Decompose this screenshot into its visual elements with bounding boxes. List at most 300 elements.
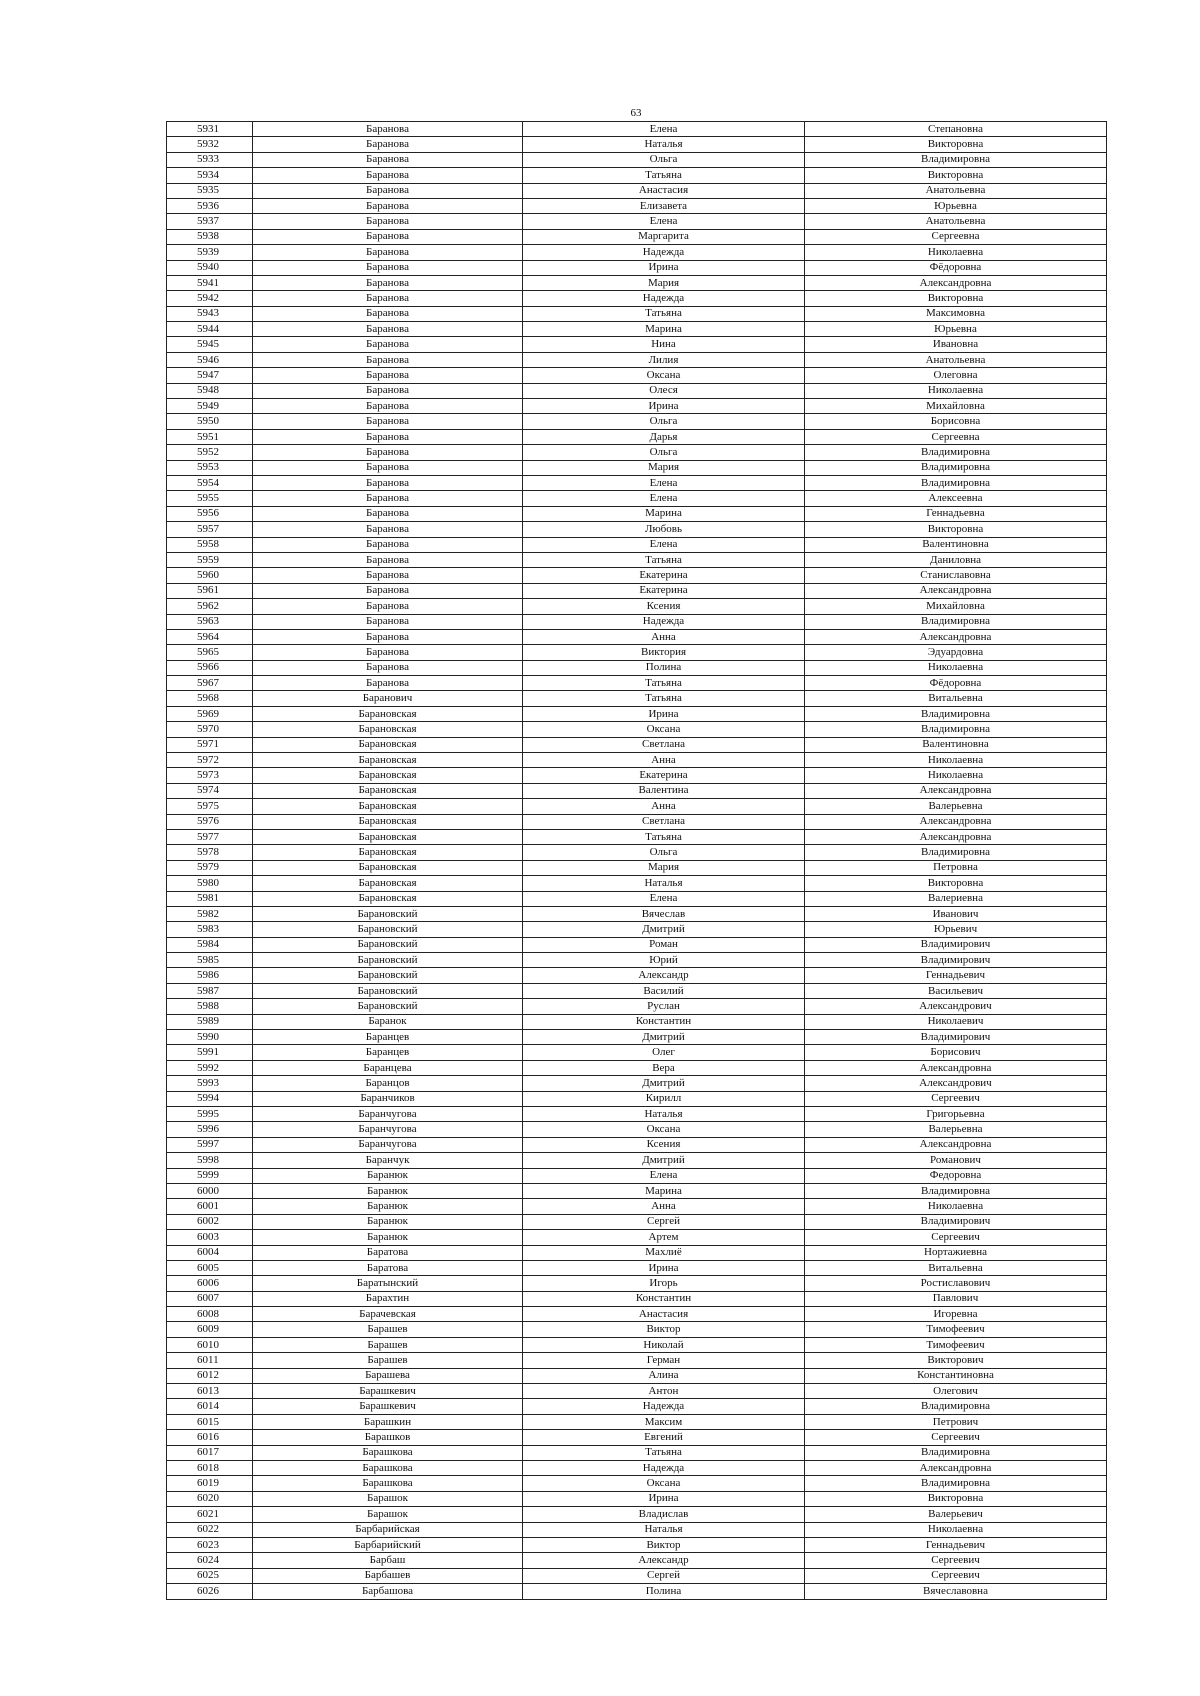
- cell-patronymic: Владимировна: [805, 1399, 1107, 1414]
- cell-surname: Барачевская: [253, 1307, 523, 1322]
- table-row: [167, 214, 1107, 229]
- table-row: [167, 706, 1107, 721]
- cell-patronymic: Викторовна: [805, 168, 1107, 183]
- cell-patronymic: Викторовна: [805, 137, 1107, 152]
- table-row: [167, 1368, 1107, 1383]
- cell-first-name: Марина: [523, 506, 805, 521]
- cell-row-number: 5998: [167, 1153, 253, 1168]
- cell-surname: Барановская: [253, 860, 523, 875]
- cell-patronymic: Александровна: [805, 1137, 1107, 1152]
- cell-first-name: Мария: [523, 860, 805, 875]
- cell-row-number: 5984: [167, 937, 253, 952]
- table-row: [167, 645, 1107, 660]
- cell-surname: Баранова: [253, 599, 523, 614]
- cell-first-name: Екатерина: [523, 583, 805, 598]
- cell-patronymic: Сергеевич: [805, 1568, 1107, 1583]
- cell-row-number: 5986: [167, 968, 253, 983]
- cell-row-number: 6015: [167, 1414, 253, 1429]
- cell-row-number: 6014: [167, 1399, 253, 1414]
- cell-patronymic: Николаевна: [805, 768, 1107, 783]
- cell-first-name: Герман: [523, 1353, 805, 1368]
- cell-patronymic: Николаевна: [805, 753, 1107, 768]
- table-row: [167, 399, 1107, 414]
- cell-patronymic: Александровна: [805, 1460, 1107, 1475]
- table-row: [167, 891, 1107, 906]
- cell-surname: Баранова: [253, 122, 523, 137]
- cell-first-name: Виктория: [523, 645, 805, 660]
- cell-first-name: Татьяна: [523, 552, 805, 567]
- cell-row-number: 5939: [167, 245, 253, 260]
- cell-row-number: 5987: [167, 983, 253, 998]
- table-row: [167, 1091, 1107, 1106]
- cell-row-number: 5968: [167, 691, 253, 706]
- cell-row-number: 5940: [167, 260, 253, 275]
- cell-surname: Баранова: [253, 137, 523, 152]
- cell-surname: Баранова: [253, 552, 523, 567]
- cell-first-name: Вера: [523, 1060, 805, 1075]
- table-row: [167, 599, 1107, 614]
- cell-first-name: Оксана: [523, 1122, 805, 1137]
- table-row: [167, 1584, 1107, 1599]
- cell-patronymic: Валентиновна: [805, 537, 1107, 552]
- cell-surname: Баранова: [253, 475, 523, 490]
- cell-patronymic: Эдуардовна: [805, 645, 1107, 660]
- cell-first-name: Мария: [523, 275, 805, 290]
- cell-patronymic: Ростиславович: [805, 1276, 1107, 1291]
- table-row: [167, 368, 1107, 383]
- cell-first-name: Светлана: [523, 814, 805, 829]
- cell-row-number: 6010: [167, 1337, 253, 1352]
- cell-first-name: Полина: [523, 1584, 805, 1599]
- cell-first-name: Лилия: [523, 352, 805, 367]
- cell-surname: Баранова: [253, 568, 523, 583]
- cell-surname: Барановская: [253, 722, 523, 737]
- cell-patronymic: Владимировна: [805, 445, 1107, 460]
- cell-first-name: Олеся: [523, 383, 805, 398]
- cell-row-number: 6026: [167, 1584, 253, 1599]
- table-row: [167, 1045, 1107, 1060]
- cell-patronymic: Фёдоровна: [805, 676, 1107, 691]
- table-row: [167, 229, 1107, 244]
- cell-first-name: Елена: [523, 214, 805, 229]
- cell-surname: Барашев: [253, 1353, 523, 1368]
- cell-row-number: 6008: [167, 1307, 253, 1322]
- table-row: [167, 783, 1107, 798]
- table-row: [167, 876, 1107, 891]
- cell-patronymic: Романович: [805, 1153, 1107, 1168]
- cell-surname: Баранова: [253, 522, 523, 537]
- table-row: [167, 522, 1107, 537]
- cell-row-number: 5977: [167, 829, 253, 844]
- table-row: [167, 676, 1107, 691]
- cell-row-number: 5996: [167, 1122, 253, 1137]
- table-row: [167, 829, 1107, 844]
- table-row: [167, 906, 1107, 921]
- cell-surname: Барановская: [253, 814, 523, 829]
- cell-row-number: 6009: [167, 1322, 253, 1337]
- cell-row-number: 5955: [167, 491, 253, 506]
- cell-patronymic: Ивановна: [805, 337, 1107, 352]
- cell-first-name: Дмитрий: [523, 1030, 805, 1045]
- cell-first-name: Максим: [523, 1414, 805, 1429]
- cell-row-number: 6007: [167, 1291, 253, 1306]
- cell-first-name: Дмитрий: [523, 922, 805, 937]
- cell-patronymic: Александровна: [805, 629, 1107, 644]
- cell-first-name: Елизавета: [523, 198, 805, 213]
- cell-row-number: 6019: [167, 1476, 253, 1491]
- cell-patronymic: Викторович: [805, 1353, 1107, 1368]
- cell-surname: Баранцев: [253, 1045, 523, 1060]
- cell-surname: Баранова: [253, 583, 523, 598]
- cell-first-name: Елена: [523, 491, 805, 506]
- table-row: [167, 291, 1107, 306]
- cell-surname: Баранова: [253, 399, 523, 414]
- table-row: [167, 691, 1107, 706]
- cell-patronymic: Александровна: [805, 814, 1107, 829]
- table-row: [167, 583, 1107, 598]
- cell-row-number: 5949: [167, 399, 253, 414]
- cell-surname: Баранюк: [253, 1168, 523, 1183]
- table-row: [167, 1414, 1107, 1429]
- cell-patronymic: Станиславовна: [805, 568, 1107, 583]
- cell-first-name: Марина: [523, 322, 805, 337]
- table-row: [167, 660, 1107, 675]
- cell-row-number: 5938: [167, 229, 253, 244]
- cell-first-name: Ольга: [523, 152, 805, 167]
- cell-patronymic: Геннадьевна: [805, 506, 1107, 521]
- cell-patronymic: Владимирович: [805, 1030, 1107, 1045]
- table-row: [167, 568, 1107, 583]
- table-row: [167, 999, 1107, 1014]
- cell-row-number: 5954: [167, 475, 253, 490]
- cell-first-name: Вячеслав: [523, 906, 805, 921]
- cell-patronymic: Олеговна: [805, 368, 1107, 383]
- cell-patronymic: Даниловна: [805, 552, 1107, 567]
- cell-row-number: 5964: [167, 629, 253, 644]
- table-row: [167, 137, 1107, 152]
- cell-surname: Барашкова: [253, 1460, 523, 1475]
- cell-first-name: Валентина: [523, 783, 805, 798]
- cell-patronymic: Сергеевна: [805, 229, 1107, 244]
- cell-patronymic: Владимирович: [805, 1214, 1107, 1229]
- cell-row-number: 5948: [167, 383, 253, 398]
- table-row: [167, 506, 1107, 521]
- cell-row-number: 5965: [167, 645, 253, 660]
- cell-first-name: Мария: [523, 460, 805, 475]
- cell-first-name: Надежда: [523, 614, 805, 629]
- table-row: [167, 429, 1107, 444]
- table-row: [167, 614, 1107, 629]
- cell-first-name: Анна: [523, 629, 805, 644]
- cell-surname: Баранова: [253, 183, 523, 198]
- cell-row-number: 5952: [167, 445, 253, 460]
- cell-surname: Барановская: [253, 891, 523, 906]
- cell-row-number: 6021: [167, 1507, 253, 1522]
- cell-first-name: Евгений: [523, 1430, 805, 1445]
- table-row: [167, 1537, 1107, 1552]
- cell-patronymic: Нортажиевна: [805, 1245, 1107, 1260]
- cell-surname: Барашкова: [253, 1445, 523, 1460]
- cell-patronymic: Валерьевна: [805, 1122, 1107, 1137]
- cell-patronymic: Владимировна: [805, 1445, 1107, 1460]
- cell-first-name: Надежда: [523, 1460, 805, 1475]
- table-row: [167, 337, 1107, 352]
- cell-first-name: Виктор: [523, 1537, 805, 1552]
- cell-patronymic: Сергеевич: [805, 1553, 1107, 1568]
- cell-surname: Баратынский: [253, 1276, 523, 1291]
- cell-first-name: Марина: [523, 1183, 805, 1198]
- cell-surname: Барановская: [253, 783, 523, 798]
- table-row: [167, 1153, 1107, 1168]
- cell-surname: Барашков: [253, 1430, 523, 1445]
- cell-patronymic: Николаевна: [805, 1522, 1107, 1537]
- table-row: [167, 1168, 1107, 1183]
- cell-first-name: Светлана: [523, 737, 805, 752]
- page-number: 63: [630, 107, 642, 119]
- cell-surname: Барановский: [253, 906, 523, 921]
- table-row: [167, 753, 1107, 768]
- cell-first-name: Игорь: [523, 1276, 805, 1291]
- table-row: [167, 1276, 1107, 1291]
- table-row: [167, 1260, 1107, 1275]
- cell-patronymic: Тимофеевич: [805, 1337, 1107, 1352]
- cell-row-number: 6000: [167, 1183, 253, 1198]
- cell-first-name: Наталья: [523, 137, 805, 152]
- cell-surname: Баранова: [253, 414, 523, 429]
- table-row: [167, 1445, 1107, 1460]
- cell-first-name: Екатерина: [523, 568, 805, 583]
- table-row: [167, 629, 1107, 644]
- cell-first-name: Елена: [523, 537, 805, 552]
- cell-surname: Баранова: [253, 352, 523, 367]
- cell-patronymic: Николаевич: [805, 1014, 1107, 1029]
- cell-first-name: Ксения: [523, 599, 805, 614]
- cell-patronymic: Алексеевна: [805, 491, 1107, 506]
- cell-patronymic: Юрьевна: [805, 322, 1107, 337]
- cell-surname: Барашев: [253, 1337, 523, 1352]
- cell-first-name: Дмитрий: [523, 1153, 805, 1168]
- cell-surname: Баранчук: [253, 1153, 523, 1168]
- cell-patronymic: Александровна: [805, 829, 1107, 844]
- cell-row-number: 5933: [167, 152, 253, 167]
- cell-first-name: Махлиё: [523, 1245, 805, 1260]
- cell-patronymic: Александровна: [805, 583, 1107, 598]
- cell-row-number: 5950: [167, 414, 253, 429]
- cell-first-name: Надежда: [523, 245, 805, 260]
- cell-row-number: 6001: [167, 1199, 253, 1214]
- cell-row-number: 5972: [167, 753, 253, 768]
- cell-surname: Баранюк: [253, 1199, 523, 1214]
- cell-surname: Барашок: [253, 1507, 523, 1522]
- cell-row-number: 5961: [167, 583, 253, 598]
- cell-first-name: Василий: [523, 983, 805, 998]
- table-row: [167, 937, 1107, 952]
- cell-patronymic: Олегович: [805, 1384, 1107, 1399]
- cell-surname: Барбашова: [253, 1584, 523, 1599]
- cell-surname: Барановская: [253, 737, 523, 752]
- cell-first-name: Роман: [523, 937, 805, 952]
- cell-first-name: Артем: [523, 1230, 805, 1245]
- cell-row-number: 6016: [167, 1430, 253, 1445]
- cell-surname: Барановский: [253, 999, 523, 1014]
- cell-surname: Барбарийский: [253, 1537, 523, 1552]
- cell-row-number: 5966: [167, 660, 253, 675]
- cell-row-number: 5970: [167, 722, 253, 737]
- cell-row-number: 5953: [167, 460, 253, 475]
- table-row: [167, 1014, 1107, 1029]
- cell-first-name: Татьяна: [523, 306, 805, 321]
- cell-surname: Баранцов: [253, 1076, 523, 1091]
- cell-patronymic: Александрович: [805, 1076, 1107, 1091]
- cell-row-number: 5946: [167, 352, 253, 367]
- cell-first-name: Нина: [523, 337, 805, 352]
- cell-first-name: Татьяна: [523, 829, 805, 844]
- table-row: [167, 1122, 1107, 1137]
- cell-surname: Баранова: [253, 275, 523, 290]
- cell-patronymic: Викторовна: [805, 1491, 1107, 1506]
- table-row: [167, 245, 1107, 260]
- cell-row-number: 5934: [167, 168, 253, 183]
- cell-first-name: Наталья: [523, 1522, 805, 1537]
- cell-surname: Баранович: [253, 691, 523, 706]
- table-row: [167, 1322, 1107, 1337]
- table-row: [167, 1076, 1107, 1091]
- cell-first-name: Елена: [523, 1168, 805, 1183]
- cell-patronymic: Владимировна: [805, 1183, 1107, 1198]
- cell-surname: Барашкевич: [253, 1384, 523, 1399]
- table-row: [167, 122, 1107, 137]
- cell-row-number: 5992: [167, 1060, 253, 1075]
- cell-surname: Барановская: [253, 845, 523, 860]
- cell-row-number: 6024: [167, 1553, 253, 1568]
- cell-surname: Баранова: [253, 245, 523, 260]
- cell-first-name: Анна: [523, 1199, 805, 1214]
- table-row: [167, 322, 1107, 337]
- cell-row-number: 5942: [167, 291, 253, 306]
- table-row: [167, 475, 1107, 490]
- cell-row-number: 5988: [167, 999, 253, 1014]
- cell-patronymic: Вячеславовна: [805, 1584, 1107, 1599]
- cell-patronymic: Сергеевна: [805, 429, 1107, 444]
- cell-patronymic: Владимировна: [805, 706, 1107, 721]
- cell-surname: Баранова: [253, 306, 523, 321]
- cell-surname: Барбаш: [253, 1553, 523, 1568]
- cell-first-name: Оксана: [523, 368, 805, 383]
- cell-patronymic: Анатольевна: [805, 183, 1107, 198]
- cell-first-name: Любовь: [523, 522, 805, 537]
- cell-surname: Баранова: [253, 491, 523, 506]
- cell-surname: Барашкова: [253, 1476, 523, 1491]
- cell-surname: Баранчиков: [253, 1091, 523, 1106]
- table-row: [167, 275, 1107, 290]
- cell-patronymic: Петрович: [805, 1414, 1107, 1429]
- cell-surname: Баранова: [253, 676, 523, 691]
- cell-first-name: Надежда: [523, 291, 805, 306]
- table-row: [167, 1568, 1107, 1583]
- cell-first-name: Надежда: [523, 1399, 805, 1414]
- cell-first-name: Ирина: [523, 260, 805, 275]
- table-row: [167, 1107, 1107, 1122]
- cell-patronymic: Александровна: [805, 275, 1107, 290]
- table-row: [167, 260, 1107, 275]
- cell-first-name: Юрий: [523, 953, 805, 968]
- cell-first-name: Елена: [523, 122, 805, 137]
- cell-row-number: 5958: [167, 537, 253, 552]
- table-row: [167, 1137, 1107, 1152]
- cell-patronymic: Владимирович: [805, 937, 1107, 952]
- cell-row-number: 5976: [167, 814, 253, 829]
- cell-row-number: 5973: [167, 768, 253, 783]
- cell-row-number: 5990: [167, 1030, 253, 1045]
- cell-row-number: 5989: [167, 1014, 253, 1029]
- table-row: [167, 1522, 1107, 1537]
- cell-patronymic: Михайловна: [805, 599, 1107, 614]
- cell-surname: Барановский: [253, 953, 523, 968]
- cell-surname: Барашева: [253, 1368, 523, 1383]
- cell-surname: Баранова: [253, 537, 523, 552]
- cell-surname: Барановский: [253, 968, 523, 983]
- cell-first-name: Антон: [523, 1384, 805, 1399]
- cell-row-number: 6022: [167, 1522, 253, 1537]
- cell-row-number: 5932: [167, 137, 253, 152]
- cell-patronymic: Константиновна: [805, 1368, 1107, 1383]
- cell-first-name: Олег: [523, 1045, 805, 1060]
- table-row: [167, 1060, 1107, 1075]
- table-row: [167, 737, 1107, 752]
- table-row: [167, 537, 1107, 552]
- cell-row-number: 6012: [167, 1368, 253, 1383]
- cell-patronymic: Геннадьевич: [805, 968, 1107, 983]
- cell-surname: Баранова: [253, 214, 523, 229]
- cell-surname: Баранюк: [253, 1230, 523, 1245]
- cell-row-number: 5985: [167, 953, 253, 968]
- cell-surname: Барбашев: [253, 1568, 523, 1583]
- cell-surname: Барановский: [253, 937, 523, 952]
- table-row: [167, 1307, 1107, 1322]
- table-row: [167, 1384, 1107, 1399]
- cell-row-number: 6011: [167, 1353, 253, 1368]
- cell-row-number: 5982: [167, 906, 253, 921]
- cell-surname: Барановская: [253, 799, 523, 814]
- cell-first-name: Дарья: [523, 429, 805, 444]
- cell-patronymic: Владимировна: [805, 722, 1107, 737]
- cell-surname: Барановская: [253, 829, 523, 844]
- cell-surname: Баранова: [253, 152, 523, 167]
- cell-surname: Барашкин: [253, 1414, 523, 1429]
- cell-patronymic: Николаевна: [805, 1199, 1107, 1214]
- roster-body: [167, 122, 1107, 1600]
- cell-row-number: 6013: [167, 1384, 253, 1399]
- cell-surname: Баранова: [253, 368, 523, 383]
- cell-first-name: Алина: [523, 1368, 805, 1383]
- table-row: [167, 1491, 1107, 1506]
- cell-surname: Баранова: [253, 229, 523, 244]
- cell-row-number: 6005: [167, 1260, 253, 1275]
- table-row: [167, 1214, 1107, 1229]
- cell-surname: Баранчугова: [253, 1107, 523, 1122]
- cell-patronymic: Павлович: [805, 1291, 1107, 1306]
- cell-first-name: Елена: [523, 475, 805, 490]
- table-row: [167, 768, 1107, 783]
- cell-row-number: 5979: [167, 860, 253, 875]
- table-row: [167, 922, 1107, 937]
- cell-row-number: 6025: [167, 1568, 253, 1583]
- cell-patronymic: Валерьевна: [805, 799, 1107, 814]
- table-row: [167, 1291, 1107, 1306]
- table-row: [167, 722, 1107, 737]
- cell-first-name: Маргарита: [523, 229, 805, 244]
- cell-patronymic: Витальевна: [805, 691, 1107, 706]
